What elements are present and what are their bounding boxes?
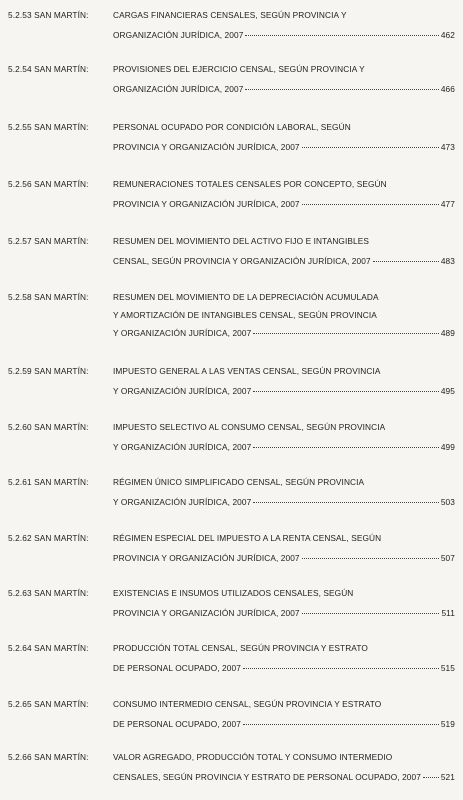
dot-leader (253, 447, 439, 448)
entry-title: CARGAS FINANCIERAS CENSALES, SEGÚN PROVINCIA Y (113, 10, 347, 20)
dot-leader (423, 777, 439, 778)
toc-entry[interactable] (0, 236, 463, 280)
entry-title-cont: PROVINCIA Y ORGANIZACIÓN JURÍDICA, 2007 (113, 608, 300, 618)
entry-title-cont: Y ORGANIZACIÓN JURÍDICA, 2007 (113, 442, 252, 452)
entry-code: 5.2.62 SAN MARTÍN: (8, 533, 89, 543)
entry-title: VALOR AGREGADO, PRODUCCIÓN TOTAL Y CONSUMO INTERMEDIO (113, 752, 393, 762)
dot-leader (253, 502, 439, 503)
toc-entry[interactable] (0, 752, 463, 796)
entry-title: IMPUESTO GENERAL A LAS VENTAS CENSAL, SEGÚN PROVINCIA (113, 366, 381, 376)
entry-title: IMPUESTO SELECTIVO AL CONSUMO CENSAL, SEGÚN PROVINCIA (113, 422, 386, 432)
entry-code: 5.2.60 SAN MARTÍN: (8, 422, 89, 432)
dot-leader (302, 613, 440, 614)
page-number: 519 (440, 719, 455, 729)
entry-title: RÉGIMEN ÚNICO SIMPLIFICADO CENSAL, SEGÚN PROVINCIA (113, 477, 365, 487)
entry-title-cont: PROVINCIA Y ORGANIZACIÓN JURÍDICA, 2007 (113, 142, 300, 152)
entry-title-cont: Y ORGANIZACIÓN JURÍDICA, 2007 (113, 497, 252, 507)
toc-entry[interactable] (0, 179, 463, 223)
entry-title-cont: DE PERSONAL OCUPADO, 2007 (113, 719, 241, 729)
entry-title-cont: ORGANIZACIÓN JURÍDICA, 2007 (113, 84, 244, 94)
entry-code: 5.2.65 SAN MARTÍN: (8, 699, 89, 709)
page-number: 495 (440, 386, 455, 396)
entry-title-cont: CENSALES, SEGÚN PROVINCIA Y ESTRATO DE PERSONAL OCUPADO, 2007 (113, 772, 421, 782)
entry-code: 5.2.53 SAN MARTÍN: (8, 10, 89, 20)
entry-title: PERSONAL OCUPADO POR CONDICIÓN LABORAL, SEGÚN (113, 122, 351, 132)
entry-code: 5.2.59 SAN MARTÍN: (8, 366, 89, 376)
entry-title: PROVISIONES DEL EJERCICIO CENSAL, SEGÚN PROVINCIA Y (113, 64, 365, 74)
toc-entry[interactable] (0, 422, 463, 466)
entry-code: 5.2.54 SAN MARTÍN: (8, 64, 89, 74)
entry-code: 5.2.66 SAN MARTÍN: (8, 752, 89, 762)
toc-entry[interactable] (0, 643, 463, 687)
dot-leader (302, 204, 439, 205)
toc-entry[interactable] (0, 533, 463, 577)
entry-title-cont: Y ORGANIZACIÓN JURÍDICA, 2007 (113, 328, 252, 338)
dot-leader (243, 724, 439, 725)
entry-code: 5.2.56 SAN MARTÍN: (8, 179, 89, 189)
entry-code: 5.2.55 SAN MARTÍN: (8, 122, 89, 132)
toc-entry[interactable] (0, 64, 463, 108)
entry-title: CONSUMO INTERMEDIO CENSAL, SEGÚN PROVINCIA Y ESTRATO (113, 699, 382, 709)
entry-code: 5.2.61 SAN MARTÍN: (8, 477, 89, 487)
toc-entry[interactable] (0, 588, 463, 632)
entry-title: PRODUCCIÓN TOTAL CENSAL, SEGÚN PROVINCIA Y ESTRATO (113, 643, 368, 653)
page-number: 489 (440, 328, 455, 338)
entry-title: RÉGIMEN ESPECIAL DEL IMPUESTO A LA RENTA CENSAL, SEGÚN (113, 533, 382, 543)
page-number: 477 (440, 199, 455, 209)
entry-code: 5.2.58 SAN MARTÍN: (8, 292, 89, 302)
toc-entry[interactable] (0, 366, 463, 410)
entry-title: RESUMEN DEL MOVIMIENTO DEL ACTIVO FIJO E INTANGIBLES (113, 236, 369, 246)
page-number: 462 (440, 30, 455, 40)
dot-leader (243, 668, 439, 669)
entry-title-cont: ORGANIZACIÓN JURÍDICA, 2007 (113, 30, 244, 40)
entry-title: EXISTENCIAS E INSUMOS UTILIZADOS CENSALES, SEGÚN (113, 588, 354, 598)
page-number: 511 (441, 608, 455, 618)
page-number: 499 (440, 442, 455, 452)
dot-leader (245, 35, 438, 36)
entry-title-cont: PROVINCIA Y ORGANIZACIÓN JURÍDICA, 2007 (113, 553, 300, 563)
entry-code: 5.2.63 SAN MARTÍN: (8, 588, 89, 598)
entry-title-cont: Y ORGANIZACIÓN JURÍDICA, 2007 (113, 386, 252, 396)
dot-leader (253, 333, 439, 334)
page-number: 515 (440, 663, 455, 673)
entry-title-cont: Y AMORTIZACIÓN DE INTANGIBLES CENSAL, SEGÚN PROVINCIA (113, 310, 377, 320)
page-number: 473 (440, 142, 455, 152)
dot-leader (245, 89, 438, 90)
dot-leader (253, 391, 439, 392)
page-number: 503 (440, 497, 455, 507)
entry-title: REMUNERACIONES TOTALES CENSALES POR CONCEPTO, SEGÚN (113, 179, 387, 189)
toc-entry[interactable] (0, 122, 463, 166)
toc-entry[interactable] (0, 477, 463, 521)
toc-entry[interactable] (0, 292, 463, 354)
page-number: 466 (440, 84, 455, 94)
dot-leader (302, 147, 439, 148)
page-number: 483 (440, 256, 455, 266)
toc-entry[interactable] (0, 699, 463, 743)
entry-code: 5.2.57 SAN MARTÍN: (8, 236, 89, 246)
dot-leader (302, 558, 439, 559)
entry-title-cont: CENSAL, SEGÚN PROVINCIA Y ORGANIZACIÓN JURÍDICA, 2007 (113, 256, 371, 266)
page-number: 521 (440, 772, 455, 782)
toc-entry[interactable] (0, 10, 463, 54)
page-number: 507 (440, 553, 455, 563)
entry-code: 5.2.64 SAN MARTÍN: (8, 643, 89, 653)
entry-title-cont: DE PERSONAL OCUPADO, 2007 (113, 663, 241, 673)
entry-title-cont: PROVINCIA Y ORGANIZACIÓN JURÍDICA, 2007 (113, 199, 300, 209)
dot-leader (373, 261, 439, 262)
entry-title: RESUMEN DEL MOVIMIENTO DE LA DEPRECIACIÓN ACUMULADA (113, 292, 379, 302)
